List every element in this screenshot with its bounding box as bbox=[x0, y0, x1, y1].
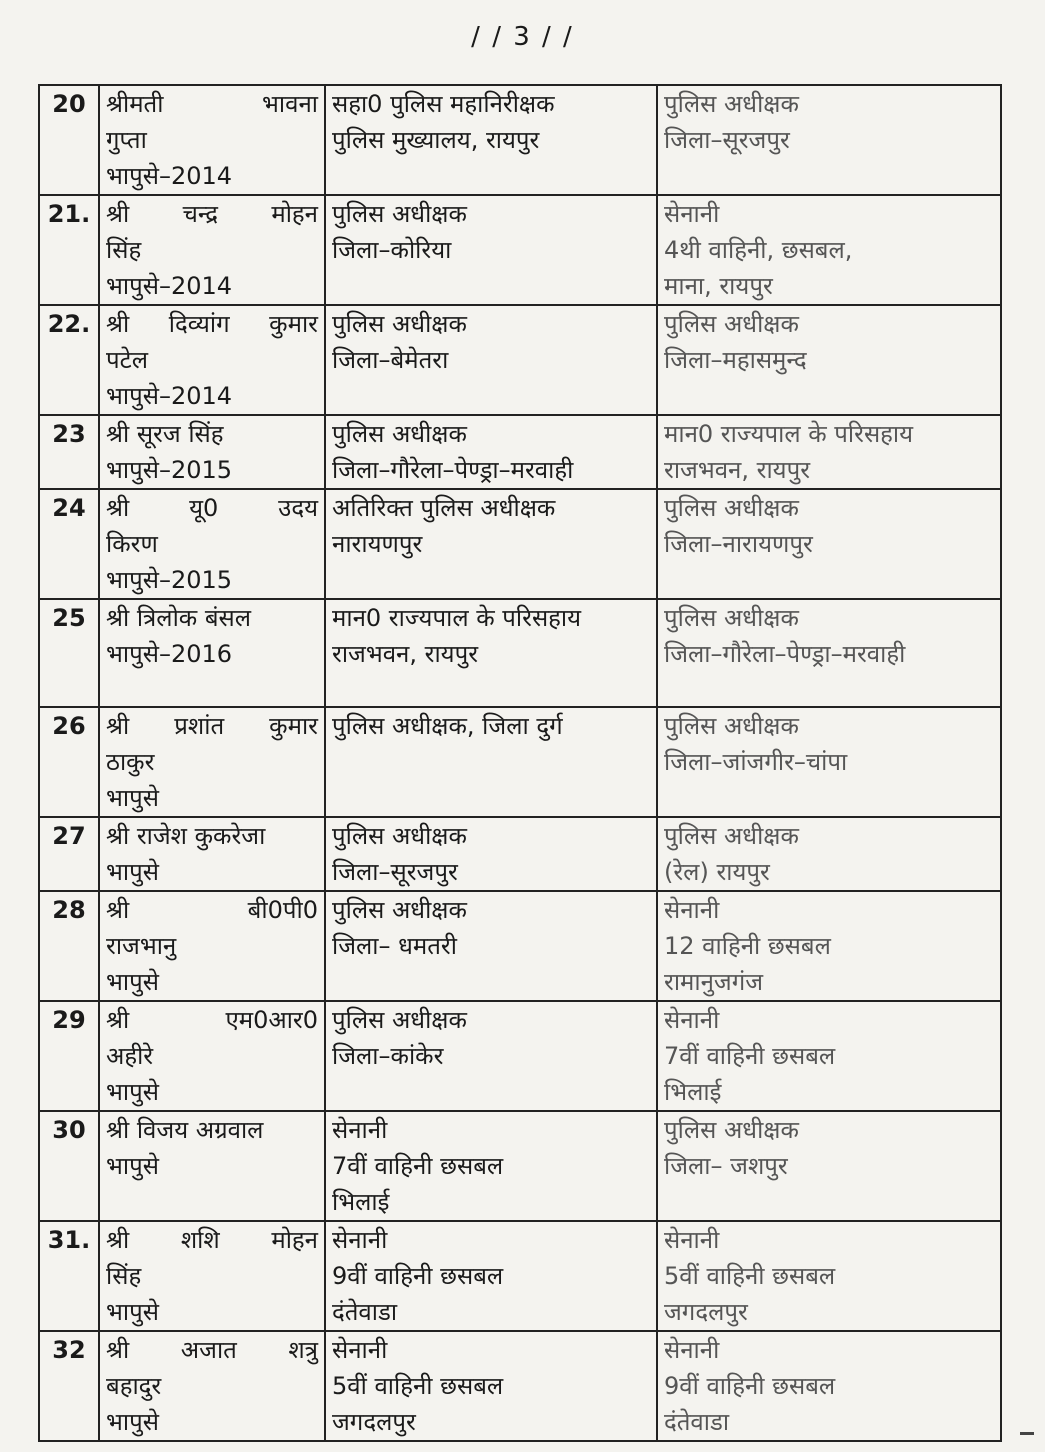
serial-number: 27 bbox=[39, 817, 99, 891]
current-posting-line: सेनानी bbox=[332, 1116, 388, 1144]
table-row bbox=[39, 1331, 1001, 1441]
officer-name-cell bbox=[99, 891, 325, 1001]
current-posting-line: पुलिस अधीक्षक bbox=[332, 822, 467, 850]
officer-name-line: किरण bbox=[106, 530, 158, 558]
officer-name-line: सिंह bbox=[106, 236, 142, 264]
officer-name-cell bbox=[99, 1221, 325, 1331]
current-posting-line: अतिरिक्त पुलिस अधीक्षक bbox=[332, 494, 556, 522]
officer-name-line: श्री शशि मोहन bbox=[106, 1226, 318, 1254]
current-posting-cell bbox=[325, 817, 657, 891]
officer-name-line: भापुसे bbox=[106, 784, 159, 812]
table-row bbox=[39, 1111, 1001, 1221]
officer-name-line: श्री एम0आर0 bbox=[106, 1006, 318, 1034]
officer-name-cell bbox=[99, 85, 325, 195]
new-posting-line: जगदलपुर bbox=[664, 1298, 748, 1326]
new-posting-line: पुलिस अधीक्षक bbox=[664, 712, 799, 740]
officer-name-line: भापुसे–2014 bbox=[106, 272, 233, 300]
officer-name-line: श्री राजेश कुकरेजा bbox=[106, 822, 266, 850]
new-posting-line: 12 वाहिनी छसबल bbox=[664, 932, 831, 960]
current-posting-cell bbox=[325, 707, 657, 817]
officer-name-line: ठाकुर bbox=[106, 748, 155, 776]
current-posting-line: पुलिस अधीक्षक bbox=[332, 896, 467, 924]
current-posting-cell bbox=[325, 305, 657, 415]
current-posting-line: पुलिस अधीक्षक bbox=[332, 200, 467, 228]
officer-name-line: श्री सूरज सिंह bbox=[106, 420, 224, 448]
officer-name-cell bbox=[99, 195, 325, 305]
new-posting-cell bbox=[657, 1331, 1001, 1441]
serial-number: 29 bbox=[39, 1001, 99, 1111]
new-posting-line: (रेल) रायपुर bbox=[664, 858, 770, 886]
new-posting-line: राजभवन, रायपुर bbox=[664, 456, 811, 484]
table-row bbox=[39, 599, 1001, 707]
new-posting-cell bbox=[657, 1001, 1001, 1111]
serial-number: 32 bbox=[39, 1331, 99, 1441]
new-posting-line: मान0 राज्यपाल के परिसहाय bbox=[664, 420, 914, 448]
new-posting-line: जिला–गौरेला–पेण्ड्रा–मरवाही bbox=[664, 640, 906, 668]
officer-name-cell bbox=[99, 489, 325, 599]
current-posting-cell bbox=[325, 85, 657, 195]
officer-name-line: सिंह bbox=[106, 1262, 142, 1290]
current-posting-cell bbox=[325, 195, 657, 305]
officer-name-cell bbox=[99, 1111, 325, 1221]
new-posting-cell bbox=[657, 415, 1001, 489]
new-posting-line: भिलाई bbox=[664, 1078, 722, 1106]
new-posting-line: पुलिस अधीक्षक bbox=[664, 604, 799, 632]
new-posting-cell bbox=[657, 1221, 1001, 1331]
table-row bbox=[39, 1001, 1001, 1111]
current-posting-line: सेनानी bbox=[332, 1336, 388, 1364]
officer-name-line: श्री चन्द्र मोहन bbox=[106, 200, 318, 228]
officer-name-line: श्री दिव्यांग कुमार bbox=[106, 310, 318, 338]
officer-name-line: श्रीमती भावना bbox=[106, 90, 318, 118]
transfer-table-body bbox=[39, 85, 1001, 1441]
current-posting-cell bbox=[325, 1111, 657, 1221]
current-posting-cell bbox=[325, 1331, 657, 1441]
officer-name-line: भापुसे bbox=[106, 968, 159, 996]
current-posting-line: जिला–कांकेर bbox=[332, 1042, 444, 1070]
new-posting-line: जिला–नारायणपुर bbox=[664, 530, 813, 558]
current-posting-line: जिला–गौरेला–पेण्ड्रा–मरवाही bbox=[332, 456, 574, 484]
officer-name-line: भापुसे bbox=[106, 1408, 159, 1436]
table-row bbox=[39, 489, 1001, 599]
serial-number: 24 bbox=[39, 489, 99, 599]
current-posting-line: 5वीं वाहिनी छसबल bbox=[332, 1372, 504, 1400]
new-posting-line: सेनानी bbox=[664, 1226, 720, 1254]
officer-name-line: बहादुर bbox=[106, 1372, 162, 1400]
current-posting-line: जिला– धमतरी bbox=[332, 932, 457, 960]
current-posting-line: पुलिस अधीक्षक bbox=[332, 420, 467, 448]
new-posting-cell bbox=[657, 817, 1001, 891]
new-posting-line: सेनानी bbox=[664, 1336, 720, 1364]
new-posting-cell bbox=[657, 599, 1001, 707]
new-posting-line: 9वीं वाहिनी छसबल bbox=[664, 1372, 836, 1400]
new-posting-line: पुलिस अधीक्षक bbox=[664, 1116, 799, 1144]
current-posting-line: 7वीं वाहिनी छसबल bbox=[332, 1152, 504, 1180]
serial-number: 30 bbox=[39, 1111, 99, 1221]
officer-name-cell bbox=[99, 1001, 325, 1111]
current-posting-line: भिलाई bbox=[332, 1188, 390, 1216]
serial-number: 25 bbox=[39, 599, 99, 707]
current-posting-cell bbox=[325, 1001, 657, 1111]
new-posting-cell bbox=[657, 707, 1001, 817]
serial-number: 23 bbox=[39, 415, 99, 489]
current-posting-line: जिला–कोरिया bbox=[332, 236, 452, 264]
current-posting-cell bbox=[325, 415, 657, 489]
current-posting-cell bbox=[325, 1221, 657, 1331]
officer-name-line: श्री बी0पी0 bbox=[106, 896, 318, 924]
new-posting-line: 4थी वाहिनी, छसबल, bbox=[664, 236, 853, 264]
officer-name-cell bbox=[99, 599, 325, 707]
new-posting-line: माना, रायपुर bbox=[664, 272, 773, 300]
officer-name-cell bbox=[99, 305, 325, 415]
officer-name-line: भापुसे bbox=[106, 1078, 159, 1106]
new-posting-cell bbox=[657, 891, 1001, 1001]
officer-name-cell bbox=[99, 707, 325, 817]
new-posting-line: सेनानी bbox=[664, 1006, 720, 1034]
serial-number: 28 bbox=[39, 891, 99, 1001]
table-row bbox=[39, 1221, 1001, 1331]
table-row bbox=[39, 305, 1001, 415]
officer-name-line: भापुसे–2014 bbox=[106, 162, 233, 190]
current-posting-line: सेनानी bbox=[332, 1226, 388, 1254]
new-posting-cell bbox=[657, 195, 1001, 305]
officer-name-line: भापुसे–2015 bbox=[106, 566, 233, 594]
officer-name-line: अहीरे bbox=[106, 1042, 154, 1070]
table-row bbox=[39, 891, 1001, 1001]
new-posting-cell bbox=[657, 85, 1001, 195]
current-posting-line: पुलिस अधीक्षक bbox=[332, 1006, 467, 1034]
new-posting-line: 7वीं वाहिनी छसबल bbox=[664, 1042, 836, 1070]
current-posting-cell bbox=[325, 489, 657, 599]
current-posting-line: पुलिस मुख्यालय, रायपुर bbox=[332, 126, 540, 154]
officer-name-line: गुप्ता bbox=[106, 126, 147, 154]
new-posting-line: जिला–सूरजपुर bbox=[664, 126, 790, 154]
page-edge-mark bbox=[1020, 1432, 1034, 1435]
new-posting-line: दंतेवाडा bbox=[664, 1408, 730, 1436]
officer-name-line: श्री अजात शत्रु bbox=[106, 1336, 318, 1364]
current-posting-line: जिला–सूरजपुर bbox=[332, 858, 458, 886]
officer-name-line: भापुसे–2015 bbox=[106, 456, 233, 484]
current-posting-cell bbox=[325, 599, 657, 707]
current-posting-line: मान0 राज्यपाल के परिसहाय bbox=[332, 604, 582, 632]
table-row bbox=[39, 415, 1001, 489]
page-number: / / 3 / / bbox=[471, 22, 574, 52]
new-posting-line: जिला– जशपुर bbox=[664, 1152, 788, 1180]
new-posting-line: 5वीं वाहिनी छसबल bbox=[664, 1262, 836, 1290]
officer-name-line: भापुसे bbox=[106, 1152, 159, 1180]
current-posting-line: जगदलपुर bbox=[332, 1408, 416, 1436]
officer-name-line: भापुसे–2016 bbox=[106, 640, 233, 668]
current-posting-line: दंतेवाडा bbox=[332, 1298, 398, 1326]
officer-name-cell bbox=[99, 817, 325, 891]
officer-name-line: राजभानु bbox=[106, 932, 177, 960]
transfer-table bbox=[38, 84, 1002, 1442]
new-posting-line: पुलिस अधीक्षक bbox=[664, 494, 799, 522]
current-posting-line: राजभवन, रायपुर bbox=[332, 640, 479, 668]
new-posting-line: सेनानी bbox=[664, 896, 720, 924]
table-row bbox=[39, 195, 1001, 305]
new-posting-cell bbox=[657, 305, 1001, 415]
current-posting-line: 9वीं वाहिनी छसबल bbox=[332, 1262, 504, 1290]
current-posting-line: जिला–बेमेतरा bbox=[332, 346, 449, 374]
new-posting-line: पुलिस अधीक्षक bbox=[664, 90, 799, 118]
officer-name-line: भापुसे–2014 bbox=[106, 382, 233, 410]
officer-name-line: श्री विजय अग्रवाल bbox=[106, 1116, 264, 1144]
officer-name-line: श्री यू0 उदय bbox=[106, 494, 318, 522]
officer-name-line: श्री प्रशांत कुमार bbox=[106, 712, 318, 740]
new-posting-line: सेनानी bbox=[664, 200, 720, 228]
current-posting-line: पुलिस अधीक्षक bbox=[332, 310, 467, 338]
current-posting-line: पुलिस अधीक्षक, जिला दुर्ग bbox=[332, 712, 563, 740]
current-posting-line: सहा0 पुलिस महानिरीक्षक bbox=[332, 90, 555, 118]
current-posting-cell bbox=[325, 891, 657, 1001]
serial-number: 26 bbox=[39, 707, 99, 817]
new-posting-cell bbox=[657, 1111, 1001, 1221]
new-posting-line: रामानुजगंज bbox=[664, 968, 764, 996]
new-posting-line: जिला–जांजगीर–चांपा bbox=[664, 748, 848, 776]
new-posting-line: पुलिस अधीक्षक bbox=[664, 822, 799, 850]
officer-name-line: श्री त्रिलोक बंसल bbox=[106, 604, 252, 632]
serial-number: 22. bbox=[39, 305, 99, 415]
table-row bbox=[39, 85, 1001, 195]
new-posting-line: पुलिस अधीक्षक bbox=[664, 310, 799, 338]
new-posting-cell bbox=[657, 489, 1001, 599]
table-row bbox=[39, 707, 1001, 817]
serial-number: 21. bbox=[39, 195, 99, 305]
serial-number: 20 bbox=[39, 85, 99, 195]
new-posting-line: जिला–महासमुन्द bbox=[664, 346, 807, 374]
officer-name-cell bbox=[99, 1331, 325, 1441]
table-row bbox=[39, 817, 1001, 891]
officer-name-cell bbox=[99, 415, 325, 489]
officer-name-line: भापुसे bbox=[106, 858, 159, 886]
serial-number: 31. bbox=[39, 1221, 99, 1331]
officer-name-line: पटेल bbox=[106, 346, 148, 374]
officer-name-line: भापुसे bbox=[106, 1298, 159, 1326]
current-posting-line: नारायणपुर bbox=[332, 530, 423, 558]
